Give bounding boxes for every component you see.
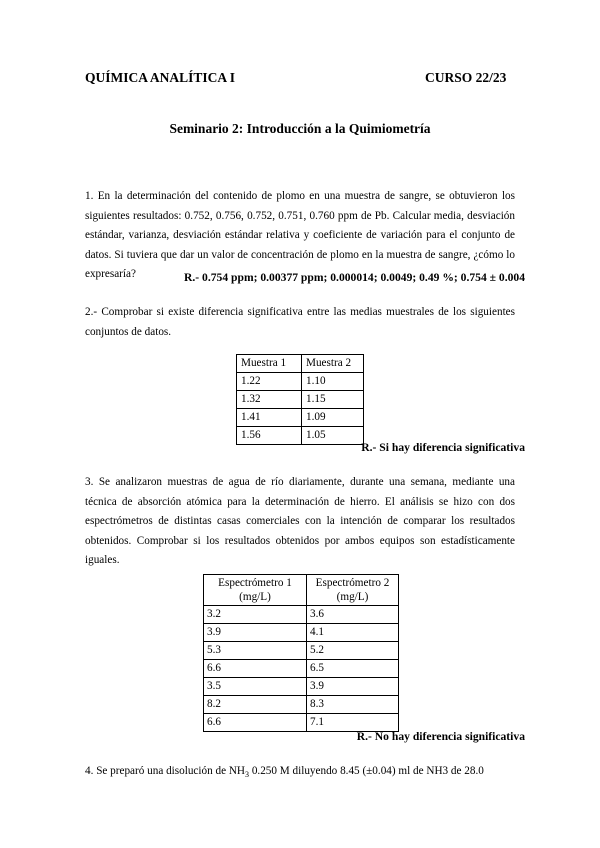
table-row bbox=[204, 624, 399, 642]
problem-2-answer: R.- Si hay diferencia significativa bbox=[361, 441, 525, 454]
table-cell: 1.56 bbox=[237, 427, 302, 445]
header-unit: (mg/L) bbox=[239, 591, 271, 603]
header-name: Espectrómetro 1 bbox=[218, 577, 292, 589]
table-cell: 3.5 bbox=[204, 678, 307, 696]
table-row bbox=[204, 696, 399, 714]
problem-2-table bbox=[236, 354, 364, 445]
table-row bbox=[204, 660, 399, 678]
table-row bbox=[237, 409, 364, 427]
problem-3-table bbox=[203, 574, 399, 732]
table-cell: 8.2 bbox=[204, 696, 307, 714]
problem-2-text: 2.- Comprobar si existe diferencia significativa entre las medias muestrales de los siguientes conjuntos de datos. bbox=[85, 306, 515, 338]
table-cell: 6.5 bbox=[307, 660, 399, 678]
problem-4-text-end: 0.250 M diluyendo 8.45 (±0.04) ml de NH3 de 28.0 bbox=[249, 765, 484, 777]
table-cell: 3.9 bbox=[204, 624, 307, 642]
table-cell: 1.09 bbox=[302, 409, 364, 427]
problem-4-text bbox=[85, 762, 515, 785]
table-cell: 5.2 bbox=[307, 642, 399, 660]
table-cell: 8.3 bbox=[307, 696, 399, 714]
problem-1-answer: R.- 0.754 ppm; 0.00377 ppm; 0.000014; 0.0049; 0.49 %; 0.754 ± 0.004 bbox=[184, 271, 525, 284]
table-row bbox=[204, 606, 399, 624]
table-cell: 1.10 bbox=[302, 373, 364, 391]
table-cell: 1.32 bbox=[237, 391, 302, 409]
table-header-cell bbox=[204, 575, 307, 606]
table-cell: 1.22 bbox=[237, 373, 302, 391]
table-row bbox=[204, 714, 399, 732]
table-header-cell: Muestra 2 bbox=[302, 355, 364, 373]
seminar-title: Seminario 2: Introducción a la Quimiometría bbox=[169, 121, 431, 136]
table-cell: 3.6 bbox=[307, 606, 399, 624]
table-cell: 3.2 bbox=[204, 606, 307, 624]
table-row bbox=[237, 427, 364, 445]
table-cell: 6.6 bbox=[204, 660, 307, 678]
problem-4-text-start: 4. Se preparó una disolución de NH bbox=[85, 765, 246, 777]
table-header-cell: Muestra 1 bbox=[237, 355, 302, 373]
table-header-row bbox=[237, 355, 364, 373]
header-unit: (mg/L) bbox=[336, 591, 369, 603]
table-cell: 1.15 bbox=[302, 391, 364, 409]
table-row bbox=[237, 373, 364, 391]
table-cell: 4.1 bbox=[307, 624, 399, 642]
table-cell: 3.9 bbox=[307, 678, 399, 696]
table-cell: 6.6 bbox=[204, 714, 307, 732]
table-cell: 1.05 bbox=[302, 427, 364, 445]
table-header-row bbox=[204, 575, 399, 606]
table-row bbox=[204, 678, 399, 696]
course-title: QUÍMICA ANALÍTICA I bbox=[85, 70, 236, 85]
table-row bbox=[204, 642, 399, 660]
header-name: Espectrómetro 2 bbox=[315, 577, 390, 589]
problem-3-text: 3. Se analizaron muestras de agua de río diariamente, durante una semana, mediante una técnica de absorción atómica para la determinación de hierro. El análisis se hizo con dos espectrómetros de distintas casas comerciales con la intención de comparar los resultados obtenidos. Comprobar si los resultados obtenidos por ambos equipos son estadísticamente iguales. bbox=[85, 476, 515, 567]
table-cell: 1.41 bbox=[237, 409, 302, 427]
problem-3-answer: R.- No hay diferencia significativa bbox=[356, 730, 525, 743]
course-year: CURSO 22/23 bbox=[425, 70, 507, 85]
table-header-cell bbox=[307, 575, 399, 606]
problem-1-text: 1. En la determinación del contenido de plomo en una muestra de sangre, se obtuvieron los siguientes resultados: 0.752, 0.756, 0.752, 0.751, 0.760 ppm de Pb. Calcular media, desviación estándar, varianza, desviación estándar relativa y coeficiente de variación para el conjunto de datos. Si tuviera que dar un valor de concentración de plomo en la muestra de sangre, ¿cómo lo expresaría? bbox=[85, 190, 515, 281]
problem-4-subscript: 3 bbox=[245, 770, 250, 780]
table-row bbox=[237, 391, 364, 409]
table-cell: 5.3 bbox=[204, 642, 307, 660]
table-cell: 7.1 bbox=[307, 714, 399, 732]
